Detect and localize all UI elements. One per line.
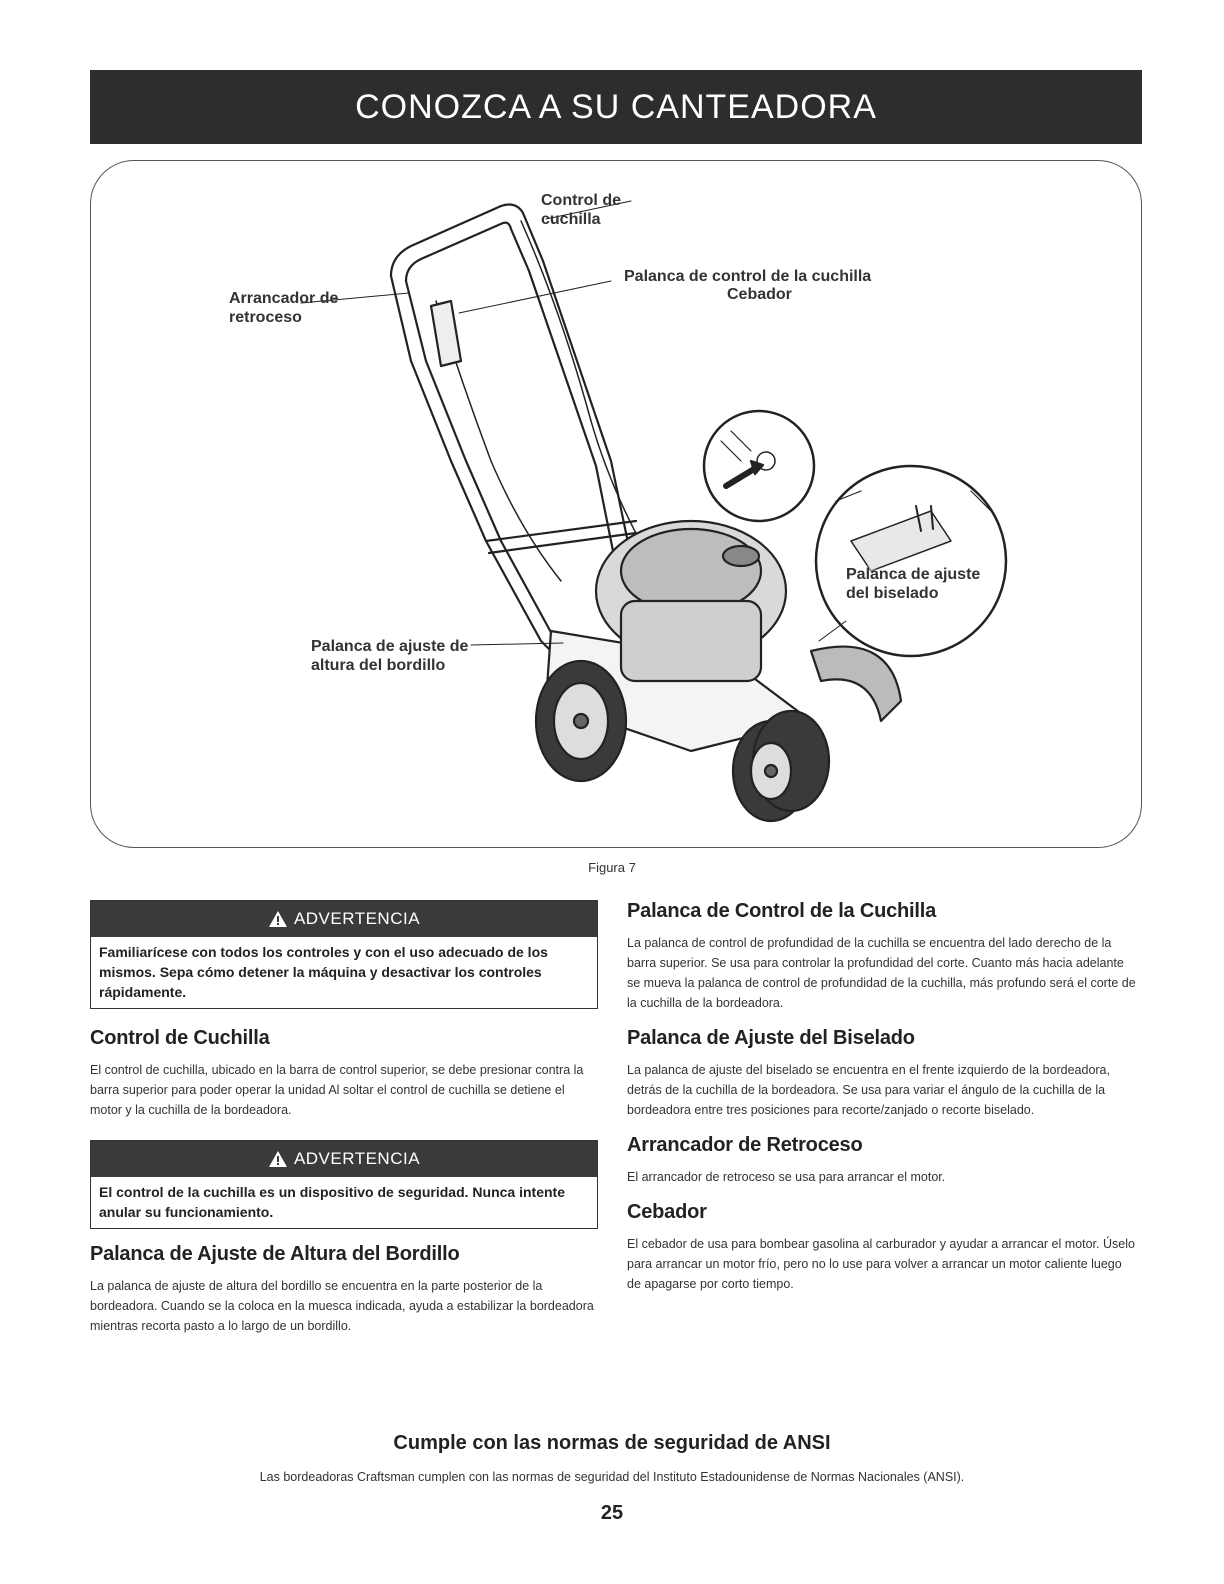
footer-heading: Cumple con las normas de seguridad de ANSI bbox=[393, 1432, 831, 1454]
heading-blade-control: Control de Cuchilla bbox=[90, 1027, 270, 1049]
warning-triangle-icon bbox=[268, 1150, 288, 1168]
warning-label: ADVERTENCIA bbox=[293, 909, 421, 928]
left-column bbox=[90, 900, 600, 1336]
page-number: 25 bbox=[600, 1502, 624, 1524]
edger-illustration bbox=[91, 161, 1141, 847]
text-blade-control-lever: La palanca de control de profundidad de la cuchilla se encuentra del lado derecho de la barra superior. Se usa para controlar la profundidad del corte. Cuanto más hacia adelante se mueva la palanca de control de profundidad de la cuchilla, más profundo será el corte de la cuchilla de la bordeadora. bbox=[627, 936, 1136, 1010]
callout-blade-control-lever: Palanca de control de la cuchilla bbox=[624, 268, 872, 285]
warning-label: ADVERTENCIA bbox=[293, 1149, 421, 1168]
title-banner bbox=[90, 70, 1142, 144]
text-blade-control: El control de cuchilla, ubicado en la barra de control superior, se debe presionar contra la barra superior para poder operar la unidad Al soltar el control de cuchilla se detiene el motor y la cuchilla de la bordeadora. bbox=[90, 1063, 584, 1117]
warning-text: El control de la cuchilla es un dispositivo de seguridad. Nunca intente anular su funcionamiento. bbox=[99, 1184, 565, 1220]
footer-text: Las bordeadoras Craftsman cumplen con las normas de seguridad del Instituto Estadounidense de Normas Nacionales (ANSI). bbox=[259, 1470, 965, 1484]
warning-triangle-icon bbox=[268, 910, 288, 928]
callout-curb-height-lever: Palanca de ajuste de altura del bordillo bbox=[311, 638, 469, 674]
heading-primer: Cebador bbox=[627, 1201, 707, 1223]
callout-blade-control: Control de cuchilla bbox=[541, 192, 621, 228]
callout-recoil-starter: Arrancador de retroceso bbox=[229, 290, 339, 326]
text-curb-height: La palanca de ajuste de altura del bordillo se encuentra en la parte posterior de la bordeadora. Cuando se la coloca en la muesca indicada, ayuda a estabilizar la bordeadora mientras recorta pasto a lo largo de un bordillo. bbox=[90, 1279, 594, 1333]
heading-bevel-adjust: Palanca de Ajuste del Biselado bbox=[627, 1027, 915, 1049]
callout-bevel-adjust-lever: Palanca de ajuste del biselado bbox=[846, 566, 981, 602]
warning-text: Familiarícese con todos los controles y con el uso adecuado de los mismos. Sepa cómo detener la máquina y desactivar los controles rápidamente. bbox=[99, 944, 548, 1000]
warning-header bbox=[91, 1141, 597, 1177]
right-column bbox=[627, 900, 1137, 1294]
warning-box bbox=[90, 900, 598, 1009]
text-bevel-adjust: La palanca de ajuste del biselado se encuentra en el frente izquierdo de la bordeadora, detrás de la cuchilla de la bordeadora. Se usa para variar el ángulo de la cuchilla de la bordeadora entre tres posiciones para recorte/zanjado o recorte biselado. bbox=[627, 1063, 1110, 1117]
figure-frame bbox=[90, 160, 1142, 848]
heading-blade-control-lever: Palanca de Control de la Cuchilla bbox=[627, 900, 937, 922]
figure-caption: Figura 7 bbox=[588, 860, 636, 875]
heading-curb-height: Palanca de Ajuste de Altura del Bordillo bbox=[90, 1243, 460, 1265]
callout-primer: Cebador bbox=[727, 286, 792, 303]
text-recoil-starter: El arrancador de retroceso se usa para arrancar el motor. bbox=[627, 1170, 946, 1184]
text-primer: El cebador de usa para bombear gasolina al carburador y ayudar a arrancar el motor. Úselo para arrancar un motor frío, pero no lo use para volver a arrancar un motor caliente luego de apagarse por corto tiempo. bbox=[627, 1237, 1135, 1291]
warning-box bbox=[90, 1140, 598, 1229]
heading-recoil-starter: Arrancador de Retroceso bbox=[627, 1134, 863, 1156]
page-title: CONOZCA A SU CANTEADORA bbox=[355, 87, 877, 126]
warning-header bbox=[91, 901, 597, 937]
